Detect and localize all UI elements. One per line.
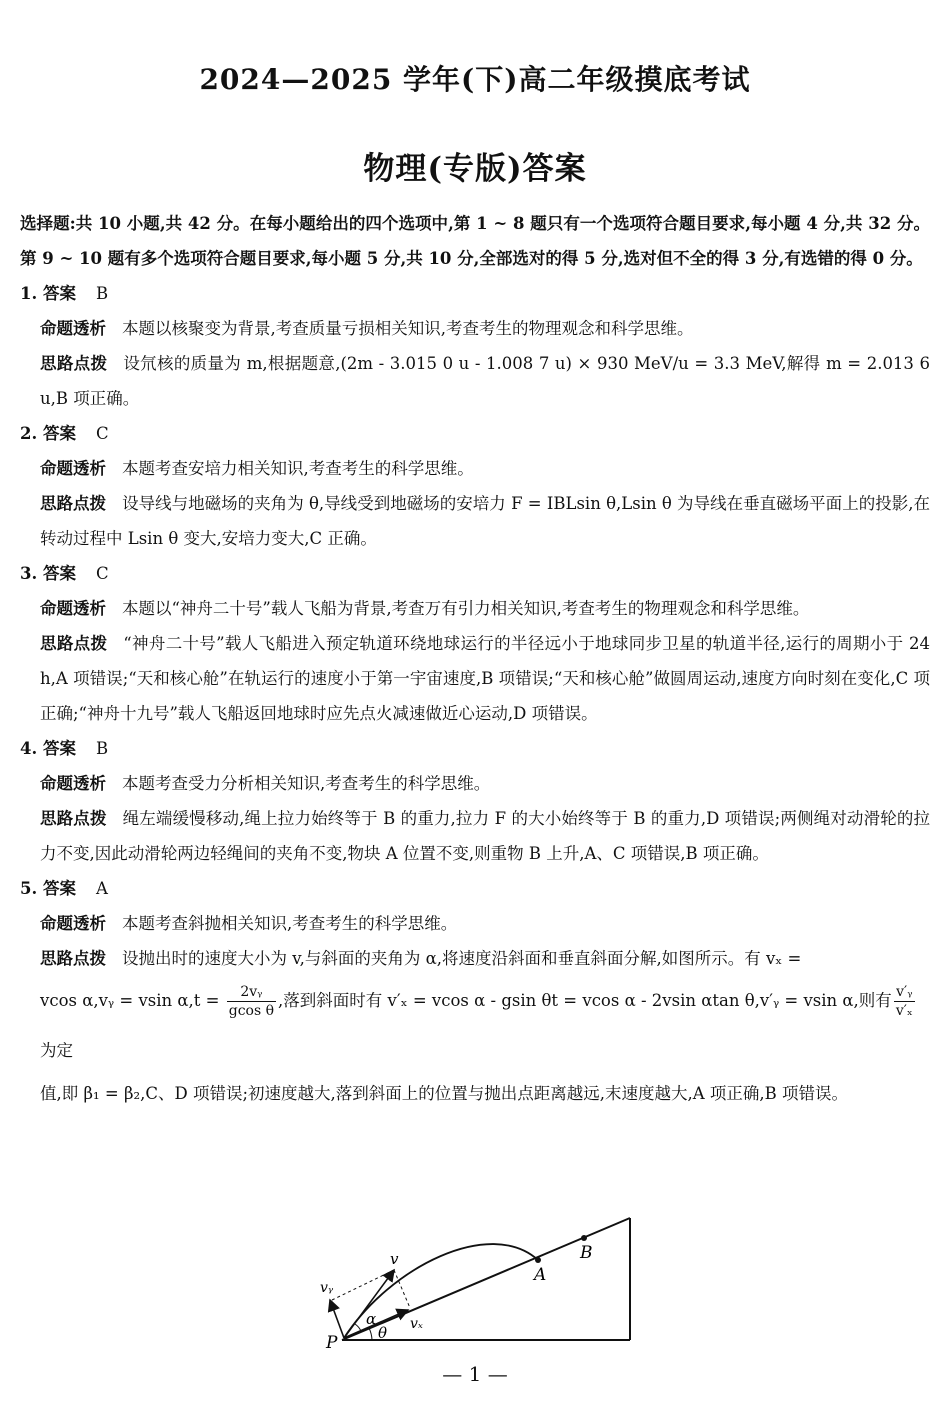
theta-arc [369,1328,372,1340]
label-alpha: α [366,1310,377,1328]
analysis-paragraph: 命题透析 本题以核聚变为背景,考查质量亏损相关知识,考查考生的物理观念和科学思维。 [40,319,694,338]
question-5 [20,871,930,1111]
answer-line: 2. 答案 C [20,424,109,443]
document-title: 2024—2025 学年(下)高二年级摸底考试 [199,63,751,96]
label-v: v [390,1250,399,1268]
label-B: B [580,1243,593,1263]
answer-value: B [95,739,109,758]
conclusion-paragraph: 值,即 β₁ = β₂,C、D 项错误;初速度越大,落到斜面上的位置与抛出点距离越远,末速度越大,A 项正确,B 项错误。 [40,1084,849,1103]
formula-line: vcos α,vᵧ = vsin α,t = $\frac{\text{2vᵧ}}{\text{gcos θ}}$ ,落到斜面时有 v′ₓ = vcos α - gsin θt = vcos α - 2vsin αtan θ,v′ᵧ = vsin α,则有 $\frac{\text{v′ᵧ}}{\text{v′ₓ}}$ 为定 [40,984,913,1060]
answer-value: A [95,879,108,898]
question-4 [20,731,930,871]
dashed-projection [332,1270,394,1300]
answer-value: C [95,424,109,443]
point-B [581,1235,587,1241]
label-A: A [534,1265,547,1285]
incline-line [342,1218,630,1340]
dashed-projection [394,1270,410,1308]
point-A [535,1257,541,1263]
alpha-arc [355,1324,361,1331]
hint-paragraph: 思路点拨 设氘核的质量为 m,根据题意,(2m - 3.015 0 u - 1.008 7 u) × 930 MeV/u = 3.3 MeV,解得 m = 2.013 6 u,B 项正确。 [40,354,931,408]
analysis-paragraph: 命题透析 本题以“神舟二十号”载人飞船为背景,考查万有引力相关知识,考查考生的物理观念和科学思维。 [40,599,810,618]
question-2 [20,416,930,556]
answer-value: C [95,564,109,583]
answer-line: 4. 答案 B [20,739,109,758]
answer-content [20,206,930,1111]
label-P: P [326,1333,338,1353]
hint-paragraph: 思路点拨 “神舟二十号”载人飞船进入预定轨道环绕地球运行的半径远小于地球同步卫星的轨道半径,运行的周期小于 24 h,A 项错误;“天和核心舱”在轨运行的速度小于第一宇宙速度,B 项错误;“天和核心舱”做圆周运动,速度方向时刻在变化,C 项正确;“神舟十九号”载人飞船返回地球时应先点火减速做近心运动,D 项错误。 [40,634,930,723]
label-theta: θ [378,1324,388,1342]
projectile-incline-diagram [320,1212,640,1354]
hint-paragraph: 思路点拨 设抛出时的速度大小为 v,与斜面的夹角为 α,将速度沿斜面和垂直斜面分解,如图所示。有 vₓ = [40,949,802,968]
hint-paragraph: 思路点拨 设导线与地磁场的夹角为 θ,导线受到地磁场的安培力 F = IBLsin θ,Lsin θ 为导线在垂直磁场平面上的投影,在转动过程中 Lsin θ 变大,安培力变大,C 正确。 [40,494,931,548]
hint-paragraph: 思路点拨 绳左端缓慢移动,绳上拉力始终等于 B 的重力,拉力 F 的大小始终等于 B 的重力,D 项错误;两侧绳对动滑轮的拉力不变,因此动滑轮两边轻绳间的夹角不变,物块 A 位置不变,则重物 B 上升,A、C 项错误,B 项正确。 [40,809,931,863]
answer-line: 1. 答案 B [20,284,109,303]
answer-value: B [95,284,109,303]
analysis-paragraph: 命题透析 本题考查斜抛相关知识,考查考生的科学思维。 [40,914,458,933]
page-number: — 1 — [442,1362,508,1386]
analysis-paragraph: 命题透析 本题考查受力分析相关知识,考查考生的科学思维。 [40,774,491,793]
answer-line: 5. 答案 A [20,879,108,898]
document-subtitle: 物理(专版)答案 [363,151,587,187]
question-3 [20,556,930,731]
label-vy: vᵧ [320,1280,334,1296]
analysis-paragraph: 命题透析 本题考查安培力相关知识,考查考生的科学思维。 [40,459,474,478]
fraction-t: $\frac{\text{2vᵧ}}{\text{gcos θ}}$ [228,984,275,1019]
question-1 [20,276,930,416]
answer-line: 3. 答案 C [20,564,109,583]
fraction-ratio: $\frac{\text{v′ᵧ}}{\text{v′ₓ}}$ [895,984,913,1019]
section-intro: 选择题:共 10 小题,共 42 分。在每小题给出的四个选项中,第 1 ~ 8 题只有一个选项符合题目要求,每小题 4 分,共 32 分。第 9 ~ 10 题有多个选项符合题目要求,每小题 5 分,共 10 分,全部选对的得 5 分,选对但不全的得 3 分,有选错的得 0 分。 [20,214,930,268]
label-vx: vₓ [410,1316,423,1332]
